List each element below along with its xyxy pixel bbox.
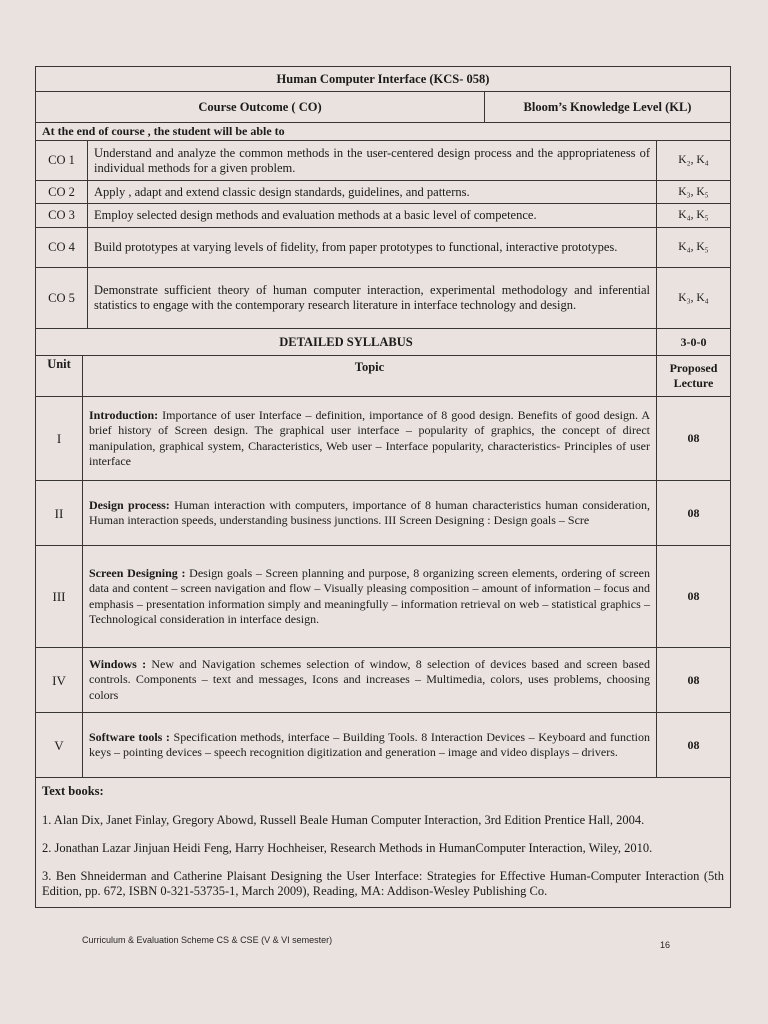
topic-column-header: Topic [83,356,657,396]
text-book-item: 2. Jonathan Lazar Jinjuan Heidi Feng, Harry Hochheiser, Research Methods in HumanComputer Interaction, Wiley, 2010. [42,841,653,855]
unit-topic [83,546,657,647]
co-header-outcome: Course Outcome ( CO) [36,92,485,122]
unit-header-row [36,356,730,397]
course-title: Human Computer Interface (KCS- 058) [36,67,730,92]
unit-row [36,397,730,481]
unit-body: Design goals – Screen planning and purpose, 8 organizing screen elements, ordering of screen data and content – screen navigation and flow – Visually pleasing composition – amount of information – focus and emphasis – presentation information simply and meaningfully – information retrieval on web – statistical graphics – Technological consideration in interface design. [89,565,651,626]
text-books-section [36,778,730,907]
unit-body: Human interaction with computers, importance of 8 human characteristics human consideration, Human interaction speeds, understanding business junctions. III Screen Designing : Design goals – Scre [89,497,650,527]
co-kl: K₃, K₄ [678,291,709,304]
unit-row [36,713,730,778]
unit-lectures: 08 [687,431,700,445]
unit-topic [83,481,657,545]
syllabus-header-row [36,329,730,356]
unit-heading: Windows : [89,656,147,671]
unit-lectures: 08 [687,589,700,603]
co-kl: K₄, K₅ [678,209,709,221]
co-row [36,268,730,329]
unit-body: Specification methods, interface – Building Tools. 8 Interaction Devices – Keyboard and function keys – pointing devices – speech recognition digitization and generation – image and video displays – drivers. [89,729,650,759]
unit-number: II [36,481,83,545]
co-id: CO 2 [36,181,88,203]
co-text: Build prototypes at varying levels of fidelity, from paper prototypes to functional, interactive prototypes. [88,228,657,267]
unit-topic [83,648,657,712]
co-header-row [36,92,730,123]
co-kl: K₃, K₅ [678,185,709,198]
co-row [36,204,730,228]
unit-body: Importance of user Interface – definition, importance of 8 good design. Benefits of good design. A brief history of Screen design. The graphical user interface – popularity of graphics, the concept of direct manipulation, graphical system, Characteristics, Web user – Interface popularity, characteristics- Principles of user interface [89,407,650,468]
co-text: Apply , adapt and extend classic design standards, guidelines, and patterns. [88,181,657,203]
unit-row [36,546,730,648]
co-kl: K₂, K₄ [678,154,709,166]
text-books-heading: Text books: [42,784,104,798]
unit-lectures: 08 [687,737,700,752]
text-book-item: 3. Ben Shneiderman and Catherine Plaisant Designing the User Interface: Strategies for Effective Human-Computer Interaction (5th Edition, pp. 672, ISBN 0-321-53735-1, March 2009), Reading, MA: Addison-Wesley Publishing Co. [42,869,724,898]
unit-row [36,648,730,713]
unit-heading: Design process: [89,497,170,512]
syllabus-ltp: 3-0-0 [680,334,707,349]
co-text: Understand and analyze the common methods in the user-centered design process and the appropriateness of individual methods for a given problem. [88,141,657,180]
unit-lectures: 08 [687,672,700,687]
co-header-level: Bloom’s Knowledge Level (KL) [523,99,692,114]
unit-topic [83,713,657,777]
co-row [36,181,730,204]
unit-number: IV [36,648,83,712]
co-id: CO 4 [36,228,88,267]
co-row [36,228,730,268]
unit-number: V [36,713,83,777]
co-kl: K₄, K₅ [678,241,709,253]
co-text: Employ selected design methods and evaluation methods at a basic level of competence. [88,204,657,227]
co-id: CO 3 [36,204,88,227]
unit-heading: Screen Designing : [89,565,186,580]
unit-heading: Software tools : [89,729,170,744]
text-book-item: 1. Alan Dix, Janet Finlay, Gregory Abowd, Russell Beale Human Computer Interaction, 3rd Edition Prentice Hall, 2004. [42,813,645,827]
page-number: 16 [660,940,671,950]
co-text: Demonstrate sufficient theory of human computer interaction, experimental methodology and inferential statistics to engage with the contemporary research literature in interface technology and design. [88,268,657,328]
unit-column-header: Unit [36,356,83,396]
unit-heading: Introduction: [89,407,159,422]
co-row [36,141,730,181]
intro-statement: At the end of course , the student will be able to [36,123,730,141]
co-id: CO 5 [36,268,88,328]
unit-body: New and Navigation schemes selection of window, 8 selection of devices based and screen based controls. Components – text and messages, Icons and increases – Multimedia, colors, uses problems, choosing colors [89,656,651,702]
lecture-column-header: Proposed Lecture [669,361,718,390]
unit-topic [83,397,657,480]
unit-number: I [36,397,83,480]
unit-row [36,481,730,546]
page-footer: Curriculum & Evaluation Scheme CS & CSE (V & VI semester) [82,935,333,945]
unit-lectures: 08 [687,505,700,520]
co-id: CO 1 [36,141,88,180]
syllabus-table [35,66,731,908]
syllabus-title: DETAILED SYLLABUS [36,329,657,355]
unit-number: III [36,546,83,647]
